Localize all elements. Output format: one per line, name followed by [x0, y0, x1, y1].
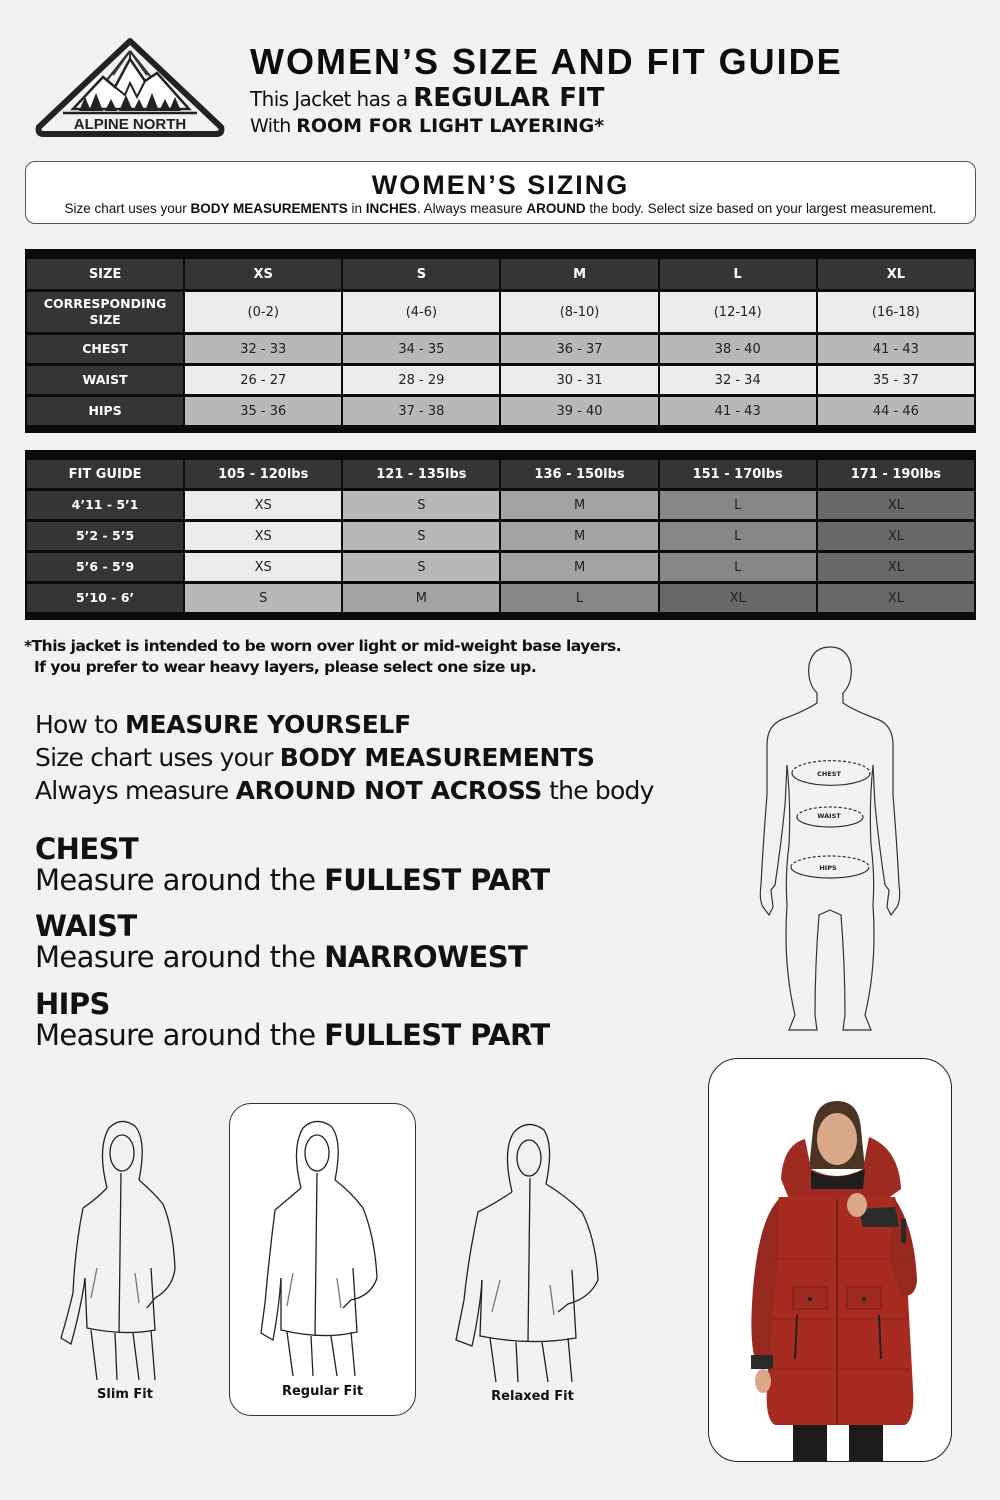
table-cell: L: [501, 584, 657, 612]
size-col-l: L: [660, 259, 816, 289]
table-row-hips: [27, 397, 974, 425]
fit-option-slim: [55, 1118, 195, 1402]
height-label: 5’6 - 5’9: [27, 553, 183, 581]
fit-type: REGULAR FIT: [413, 83, 605, 113]
table-cell: S: [343, 491, 499, 519]
svg-text:WAIST: WAIST: [817, 812, 841, 820]
row-label: CORRESPONDING SIZE: [27, 292, 183, 332]
table-cell: XL: [818, 584, 974, 612]
measure-instructions: How to MEASURE YOURSELF Size chart uses your BODY MEASUREMENTS Always measure AROUND NOT ACROSS the body: [35, 710, 654, 805]
table-cell: 44 - 46: [818, 397, 974, 425]
row-label: WAIST: [27, 366, 183, 394]
row-label: CHEST: [27, 335, 183, 363]
fit-label: Relaxed Fit: [491, 1389, 574, 1404]
fit-label: Regular Fit: [281, 1384, 364, 1399]
body-outline-icon: [755, 645, 905, 1040]
table-cell: (4-6): [343, 292, 499, 332]
row-label: HIPS: [27, 397, 183, 425]
size-col-xl: XL: [818, 259, 974, 289]
table-cell: XL: [660, 584, 816, 612]
table-cell: L: [660, 491, 816, 519]
fit-label: Slim Fit: [97, 1387, 153, 1402]
table-cell: L: [660, 553, 816, 581]
slim-fit-sketch-icon: [55, 1118, 195, 1383]
table-cell: 30 - 31: [501, 366, 657, 394]
chest-instruction: CHEST Measure around the FULLEST PART: [35, 832, 550, 897]
table-cell: M: [501, 522, 657, 550]
table-cell: 37 - 38: [343, 397, 499, 425]
table-row-waist: [27, 366, 974, 394]
table-cell: S: [343, 553, 499, 581]
fit-guide-table: [25, 450, 976, 620]
table-cell: 41 - 43: [818, 335, 974, 363]
size-header-row: [27, 259, 974, 289]
table-cell: XL: [818, 491, 974, 519]
size-col-xs: XS: [185, 259, 341, 289]
product-photo: [708, 1058, 952, 1462]
svg-text:HIPS: HIPS: [819, 864, 837, 872]
table-row-corresponding-size: [27, 292, 974, 332]
table-row: [27, 522, 974, 550]
table-cell: 41 - 43: [660, 397, 816, 425]
table-cell: (16-18): [818, 292, 974, 332]
sizing-title: WOMEN’S SIZING: [371, 170, 630, 200]
red-parka-model-image: [709, 1059, 952, 1462]
sizing-banner: [25, 161, 976, 224]
fit-guide-label: FIT GUIDE: [27, 460, 183, 488]
table-row: [27, 584, 974, 612]
weight-col: 171 - 190lbs: [818, 460, 974, 488]
table-cell: XS: [185, 491, 341, 519]
table-cell: 26 - 27: [185, 366, 341, 394]
table-cell: 39 - 40: [501, 397, 657, 425]
hips-instruction: HIPS Measure around the FULLEST PART: [35, 987, 550, 1052]
table-cell: M: [501, 491, 657, 519]
svg-text:ALPINE NORTH: ALPINE NORTH: [73, 116, 187, 133]
fit-type-line: This Jacket has a REGULAR FIT: [250, 83, 605, 113]
table-cell: S: [343, 522, 499, 550]
layering-line: With ROOM FOR LIGHT LAYERING*: [250, 115, 605, 137]
table-cell: XS: [185, 553, 341, 581]
table-cell: XL: [818, 553, 974, 581]
fit-header-row: [27, 460, 974, 488]
table-row-chest: [27, 335, 974, 363]
sizing-instructions: Size chart uses your BODY MEASUREMENTS in INCHES. Always measure AROUND the body. Select size based on your largest measurement.: [64, 201, 937, 216]
table-cell: XS: [185, 522, 341, 550]
table-cell: (0-2): [185, 292, 341, 332]
weight-col: 121 - 135lbs: [343, 460, 499, 488]
height-label: 5’2 - 5’5: [27, 522, 183, 550]
regular-fit-sketch-icon: [253, 1118, 393, 1380]
fit-option-regular-selected: [229, 1103, 416, 1416]
height-label: 4’11 - 5’1: [27, 491, 183, 519]
size-header-label: SIZE: [27, 259, 183, 289]
table-cell: 32 - 33: [185, 335, 341, 363]
weight-col: 105 - 120lbs: [185, 460, 341, 488]
table-cell: 36 - 37: [501, 335, 657, 363]
table-cell: 32 - 34: [660, 366, 816, 394]
svg-text:CHEST: CHEST: [817, 770, 841, 778]
table-cell: L: [660, 522, 816, 550]
table-cell: 28 - 29: [343, 366, 499, 394]
layering-note: *This jacket is intended to be worn over light or mid-weight base layers. If you prefer to wear heavy layers, please select one size up.: [24, 637, 622, 676]
table-cell: M: [501, 553, 657, 581]
header: [250, 40, 843, 139]
mountain-logo-icon: [33, 37, 227, 137]
table-cell: 35 - 37: [818, 366, 974, 394]
table-cell: S: [185, 584, 341, 612]
brand-logo: [33, 37, 227, 137]
table-cell: (8-10): [501, 292, 657, 332]
size-chart-table: [25, 249, 976, 433]
table-row: [27, 491, 974, 519]
size-col-s: S: [343, 259, 499, 289]
table-cell: M: [343, 584, 499, 612]
table-cell: XL: [818, 522, 974, 550]
waist-instruction: WAIST Measure around the NARROWEST: [35, 909, 528, 974]
table-cell: 34 - 35: [343, 335, 499, 363]
table-cell: (12-14): [660, 292, 816, 332]
weight-col: 151 - 170lbs: [660, 460, 816, 488]
size-col-m: M: [501, 259, 657, 289]
body-measurement-diagram: [755, 645, 905, 1040]
fit-option-relaxed: [450, 1120, 615, 1404]
weight-col: 136 - 150lbs: [501, 460, 657, 488]
relaxed-fit-sketch-icon: [450, 1120, 615, 1385]
height-label: 5’10 - 6’: [27, 584, 183, 612]
table-row: [27, 553, 974, 581]
table-cell: 35 - 36: [185, 397, 341, 425]
page-title: WOMEN’S SIZE AND FIT GUIDE: [250, 41, 843, 82]
table-cell: 38 - 40: [660, 335, 816, 363]
